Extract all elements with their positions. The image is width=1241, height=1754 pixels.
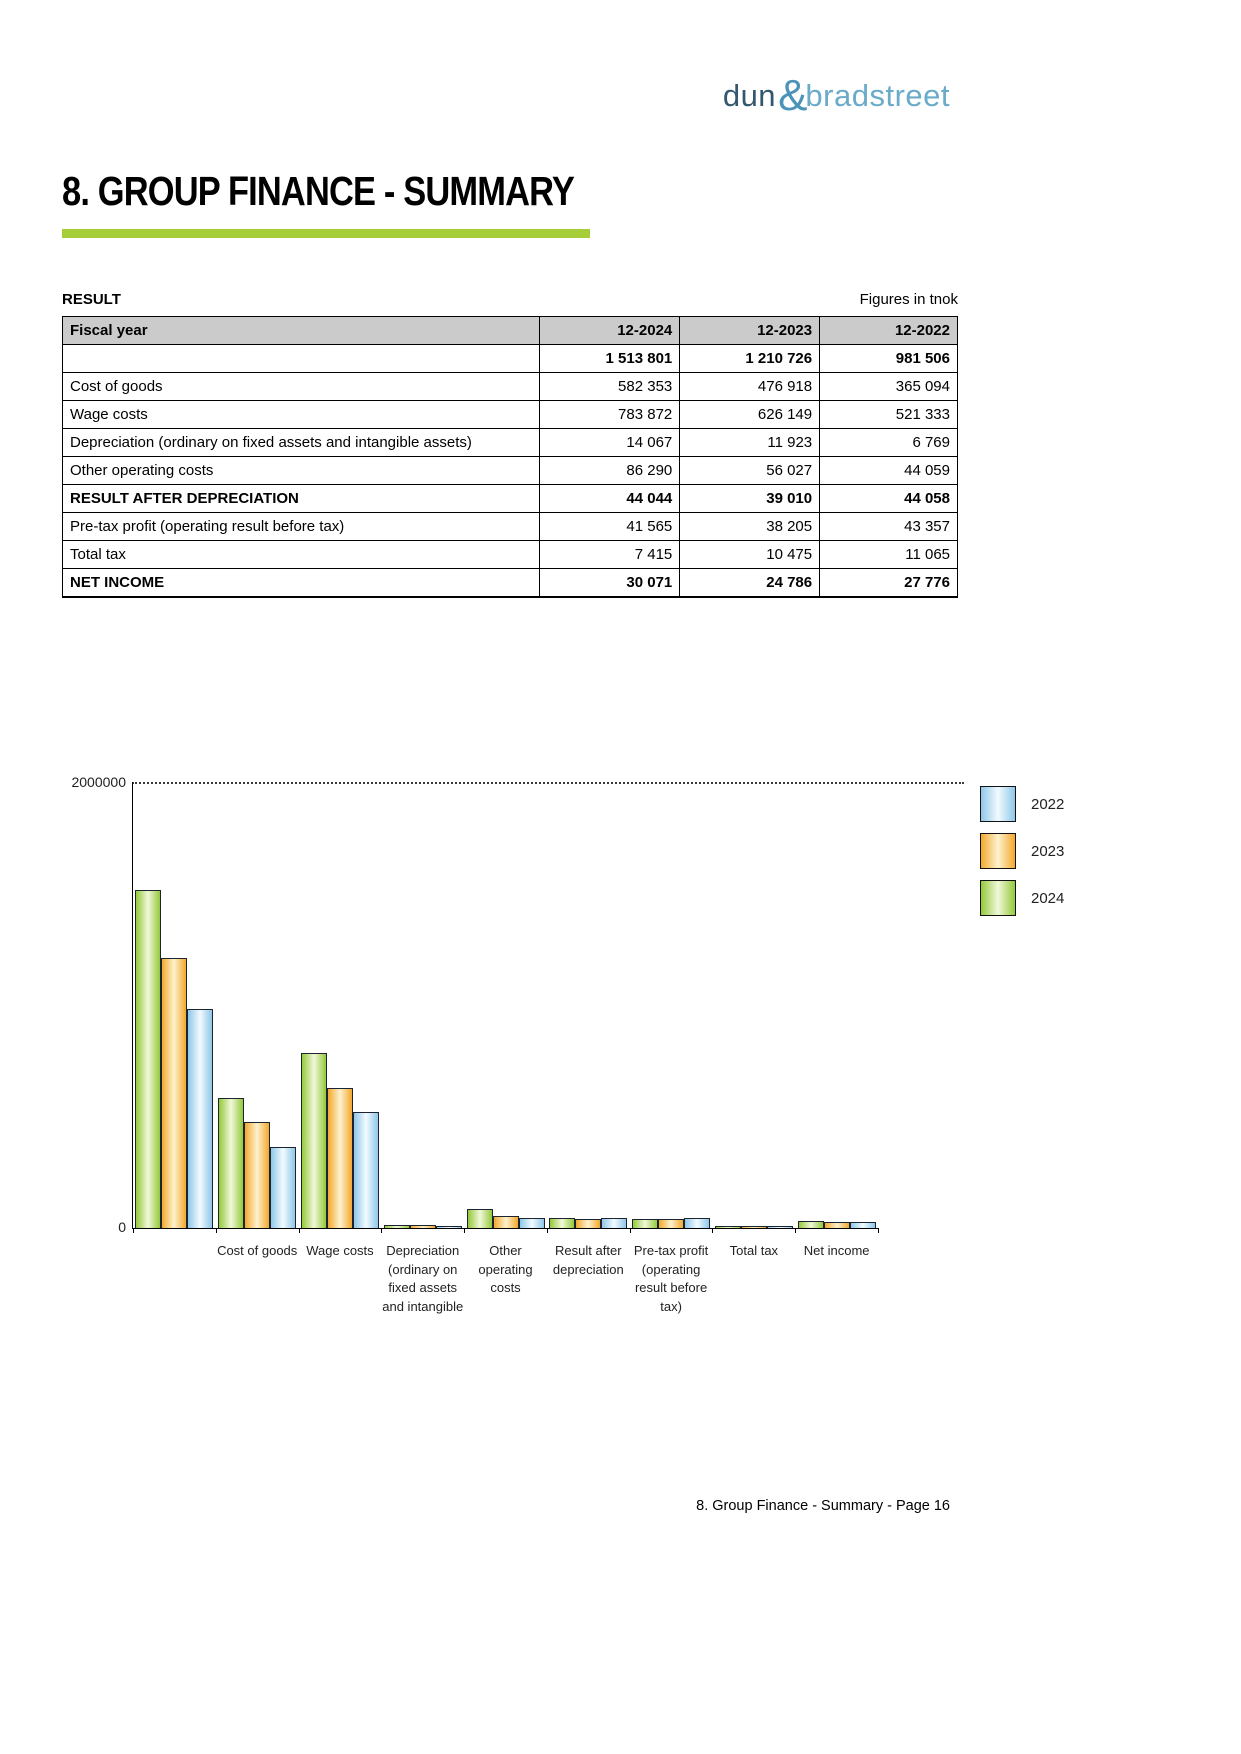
x-axis-line	[132, 1228, 879, 1229]
row-value-cell: 1 210 726	[680, 345, 820, 373]
bar-2022	[684, 1218, 710, 1228]
bar-2022	[270, 1147, 296, 1228]
table-row	[63, 429, 958, 457]
bar-2024	[632, 1219, 658, 1228]
row-value-cell: 365 094	[820, 373, 958, 401]
axis-tick	[712, 1229, 713, 1233]
bar-group	[464, 782, 547, 1228]
row-value-cell: 11 923	[680, 429, 820, 457]
bar-2022	[187, 1009, 213, 1228]
axis-tick	[216, 1229, 217, 1233]
category-labels	[133, 1242, 878, 1316]
category-label: Depreciation (ordinary on fixed assets and intangible	[382, 1243, 464, 1314]
row-label-cell: Cost of goods	[63, 373, 540, 401]
row-value-cell: 521 333	[820, 401, 958, 429]
bar-2024	[301, 1053, 327, 1228]
bar-2023	[575, 1219, 601, 1228]
row-label-cell: RESULT AFTER DEPRECIATION	[63, 485, 540, 513]
bar-2023	[161, 958, 187, 1228]
table-caption-units: Figures in tnok	[859, 291, 958, 308]
table-row	[63, 513, 958, 541]
table-caption-result: RESULT	[62, 291, 121, 308]
result-bar-chart	[62, 700, 1179, 1360]
bar-2024	[135, 890, 161, 1228]
row-value-cell: 476 918	[680, 373, 820, 401]
row-value-cell: 56 027	[680, 457, 820, 485]
row-value-cell: 44 044	[540, 485, 680, 513]
axis-tick	[630, 1229, 631, 1233]
logo-bradstreet-text: bradstreet	[805, 78, 950, 113]
bar-2023	[493, 1216, 519, 1228]
result-table-body	[63, 345, 958, 597]
row-value-cell: 86 290	[540, 457, 680, 485]
row-value-cell: 6 769	[820, 429, 958, 457]
row-value-cell: 39 010	[680, 485, 820, 513]
row-value-cell: 981 506	[820, 345, 958, 373]
row-value-cell: 582 353	[540, 373, 680, 401]
category-label: Wage costs	[306, 1243, 374, 1258]
row-label-cell: NET INCOME	[63, 569, 540, 597]
bar-2024	[467, 1209, 493, 1228]
category-label: Pre-tax profit (operating result before tax)	[633, 1243, 709, 1314]
header-12-2023: 12-2023	[680, 317, 820, 345]
table-caption	[62, 291, 958, 308]
bar-group	[381, 782, 464, 1228]
bar-2023	[244, 1122, 270, 1228]
bar-2022	[601, 1218, 627, 1228]
bar-group	[299, 782, 382, 1228]
axis-tick	[547, 1229, 548, 1233]
axis-tick	[381, 1229, 382, 1233]
row-value-cell: 27 776	[820, 569, 958, 597]
title-underline	[62, 229, 590, 238]
y-axis-zero-label: 0	[118, 1219, 126, 1235]
row-label-cell: Other operating costs	[63, 457, 540, 485]
row-value-cell: 30 071	[540, 569, 680, 597]
chart-legend	[980, 786, 1064, 927]
row-value-cell: 44 059	[820, 457, 958, 485]
legend-label: 2023	[1031, 842, 1065, 860]
logo-dun-text: dun	[722, 78, 777, 113]
row-value-cell: 10 475	[680, 541, 820, 569]
category-label: Total tax	[729, 1243, 779, 1258]
axis-tick	[299, 1229, 300, 1233]
axis-tick	[464, 1229, 465, 1233]
category-label	[133, 1242, 216, 1316]
dun-and-bradstreet-logo	[722, 70, 950, 120]
row-value-cell: 24 786	[680, 569, 820, 597]
row-value-cell: 626 149	[680, 401, 820, 429]
row-label-cell	[63, 345, 540, 373]
table-row	[63, 457, 958, 485]
table-row	[63, 485, 958, 513]
header-fiscal-year: Fiscal year	[63, 317, 540, 345]
row-value-cell: 44 058	[820, 485, 958, 513]
category-label: Result after depreciation	[552, 1243, 624, 1277]
bar-2022	[519, 1218, 545, 1228]
legend-swatch-2023	[980, 833, 1016, 869]
category-label: Cost of goods	[217, 1243, 298, 1258]
legend-label: 2024	[1031, 889, 1065, 907]
header-12-2024: 12-2024	[540, 317, 680, 345]
bar-group	[216, 782, 299, 1228]
legend-label: 2022	[1031, 795, 1065, 813]
row-label-cell: Total tax	[63, 541, 540, 569]
bar-group	[133, 782, 216, 1228]
bars-area	[133, 782, 878, 1228]
table-row	[63, 541, 958, 569]
category-label: Other operating costs	[478, 1243, 533, 1295]
legend-swatch-2024	[980, 880, 1016, 916]
axis-tick	[878, 1229, 879, 1233]
logo-ampersand-icon: &	[778, 71, 808, 120]
legend-item-2024	[980, 880, 1064, 916]
axis-tick	[133, 1229, 134, 1233]
row-value-cell: 38 205	[680, 513, 820, 541]
category-label: Net income	[803, 1243, 870, 1258]
table-row	[63, 345, 958, 373]
bar-2024	[218, 1098, 244, 1228]
table-header-row	[63, 317, 958, 345]
axis-tick	[795, 1229, 796, 1233]
bar-2022	[353, 1112, 379, 1228]
bar-group	[547, 782, 630, 1228]
bar-group	[795, 782, 878, 1228]
bar-2023	[327, 1088, 353, 1228]
legend-item-2022	[980, 786, 1064, 822]
table-row	[63, 373, 958, 401]
header-12-2022: 12-2022	[820, 317, 958, 345]
bar-2023	[658, 1219, 684, 1228]
row-label-cell: Depreciation (ordinary on fixed assets and intangible assets)	[63, 429, 540, 457]
result-table	[62, 316, 958, 598]
legend-swatch-2022	[980, 786, 1016, 822]
page-title: 8. GROUP FINANCE - SUMMARY	[62, 168, 575, 214]
bar-group	[712, 782, 795, 1228]
table-row	[63, 401, 958, 429]
table-row	[63, 569, 958, 597]
y-axis-max-label: 2000000	[71, 774, 126, 790]
row-value-cell: 11 065	[820, 541, 958, 569]
row-value-cell: 783 872	[540, 401, 680, 429]
bar-group	[630, 782, 713, 1228]
page-footer: 8. Group Finance - Summary - Page 16	[696, 1498, 950, 1514]
row-label-cell: Wage costs	[63, 401, 540, 429]
row-label-cell: Pre-tax profit (operating result before tax)	[63, 513, 540, 541]
row-value-cell: 41 565	[540, 513, 680, 541]
row-value-cell: 14 067	[540, 429, 680, 457]
row-value-cell: 7 415	[540, 541, 680, 569]
row-value-cell: 1 513 801	[540, 345, 680, 373]
row-value-cell: 43 357	[820, 513, 958, 541]
bar-2024	[798, 1221, 824, 1228]
bar-2024	[549, 1218, 575, 1228]
legend-item-2023	[980, 833, 1064, 869]
